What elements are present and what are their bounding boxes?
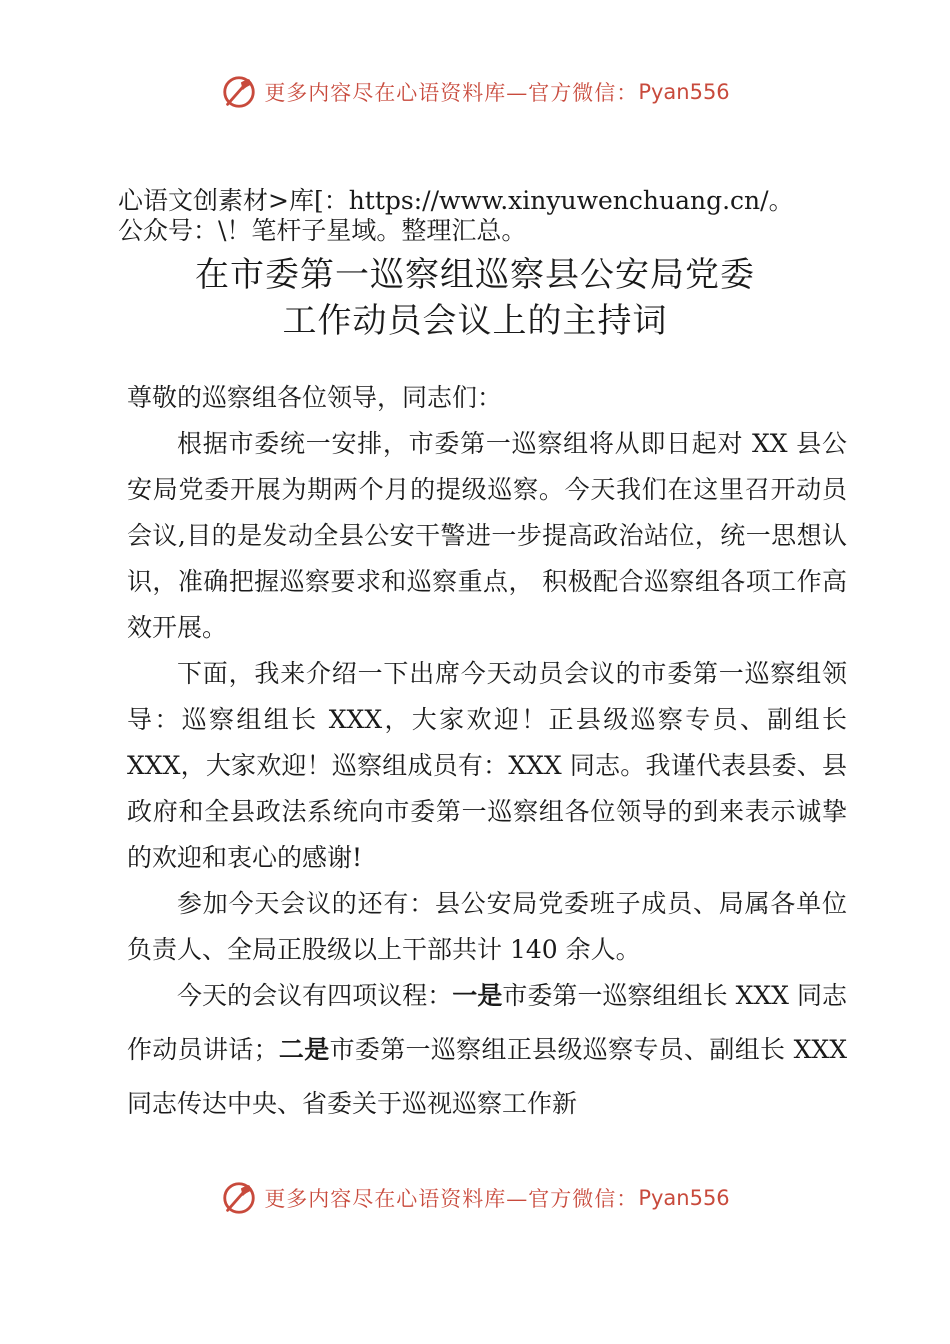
title-line-2: 工作动员会议上的主持词 [282, 301, 668, 341]
banner-text: 更多内容尽在心语资料库—官方微信： [264, 1187, 639, 1211]
paragraph-3: 参加今天会议的还有：县公安局党委班子成员、局属各单位负责人、全局正股级以上干部共计 140 余人。 [127, 889, 847, 964]
source-line-2: 公众号：\！笔杆子星域。整理汇总。 [118, 216, 527, 245]
source-note [118, 186, 918, 246]
title-line-1: 在市委第一巡察组巡察县公安局党委 [195, 255, 755, 295]
banner-wechat-id: Pyan556 [638, 1186, 730, 1210]
agenda-marker-2: 二是 [278, 1035, 330, 1064]
paragraph-1: 根据市委统一安排，市委第一巡察组将从即日起对 XX 县公安局党委开展为期两个月的提级巡察。今天我们在这里召开动员会议,目的是发动全县公安干警进一步提高政治站位，统一思想认识，准确把握巡察要求和巡察重点， 积极配合巡察组各项工作高效开展。 [127, 429, 847, 642]
salutation: 尊敬的巡察组各位领导，同志们： [127, 383, 503, 412]
document-title [0, 252, 950, 344]
footer-watermark [0, 1176, 950, 1220]
quill-seal-logo-icon [220, 1179, 258, 1217]
agenda-item-2: 市委第一巡察组正县级巡察专员、副组长 XXX 同志传达中央、省委关于巡视巡察工作新 [127, 1035, 847, 1118]
paragraph-2: 下面，我来介绍一下出席今天动员会议的市委第一巡察组领导：巡察组组长 XXX，大家欢迎！正县级巡察专员、副组长 XXX，大家欢迎！巡察组成员有：XXX 同志。我谨代表县委、县政府和全县政法系统向市委第一巡察组各位领导的到来表示诚挚的欢迎和衷心的感谢! [127, 659, 847, 872]
banner-text: 更多内容尽在心语资料库—官方微信： [264, 81, 639, 105]
agenda-item-1: 市委第一巡察组组长 XXX 同志作动员讲话； [127, 981, 847, 1064]
header-watermark [0, 70, 950, 114]
quill-seal-logo-icon [220, 73, 258, 111]
paragraph-4-intro: 今天的会议有四项议程： [177, 981, 453, 1010]
banner-wechat-id: Pyan556 [638, 80, 730, 104]
paragraph-4 [127, 969, 847, 1131]
agenda-marker-1: 一是 [452, 981, 503, 1010]
document-body [127, 375, 847, 1131]
source-line-1: 心语文创素材>库[：https://www.xinyuwenchuang.cn/。 [118, 186, 794, 215]
